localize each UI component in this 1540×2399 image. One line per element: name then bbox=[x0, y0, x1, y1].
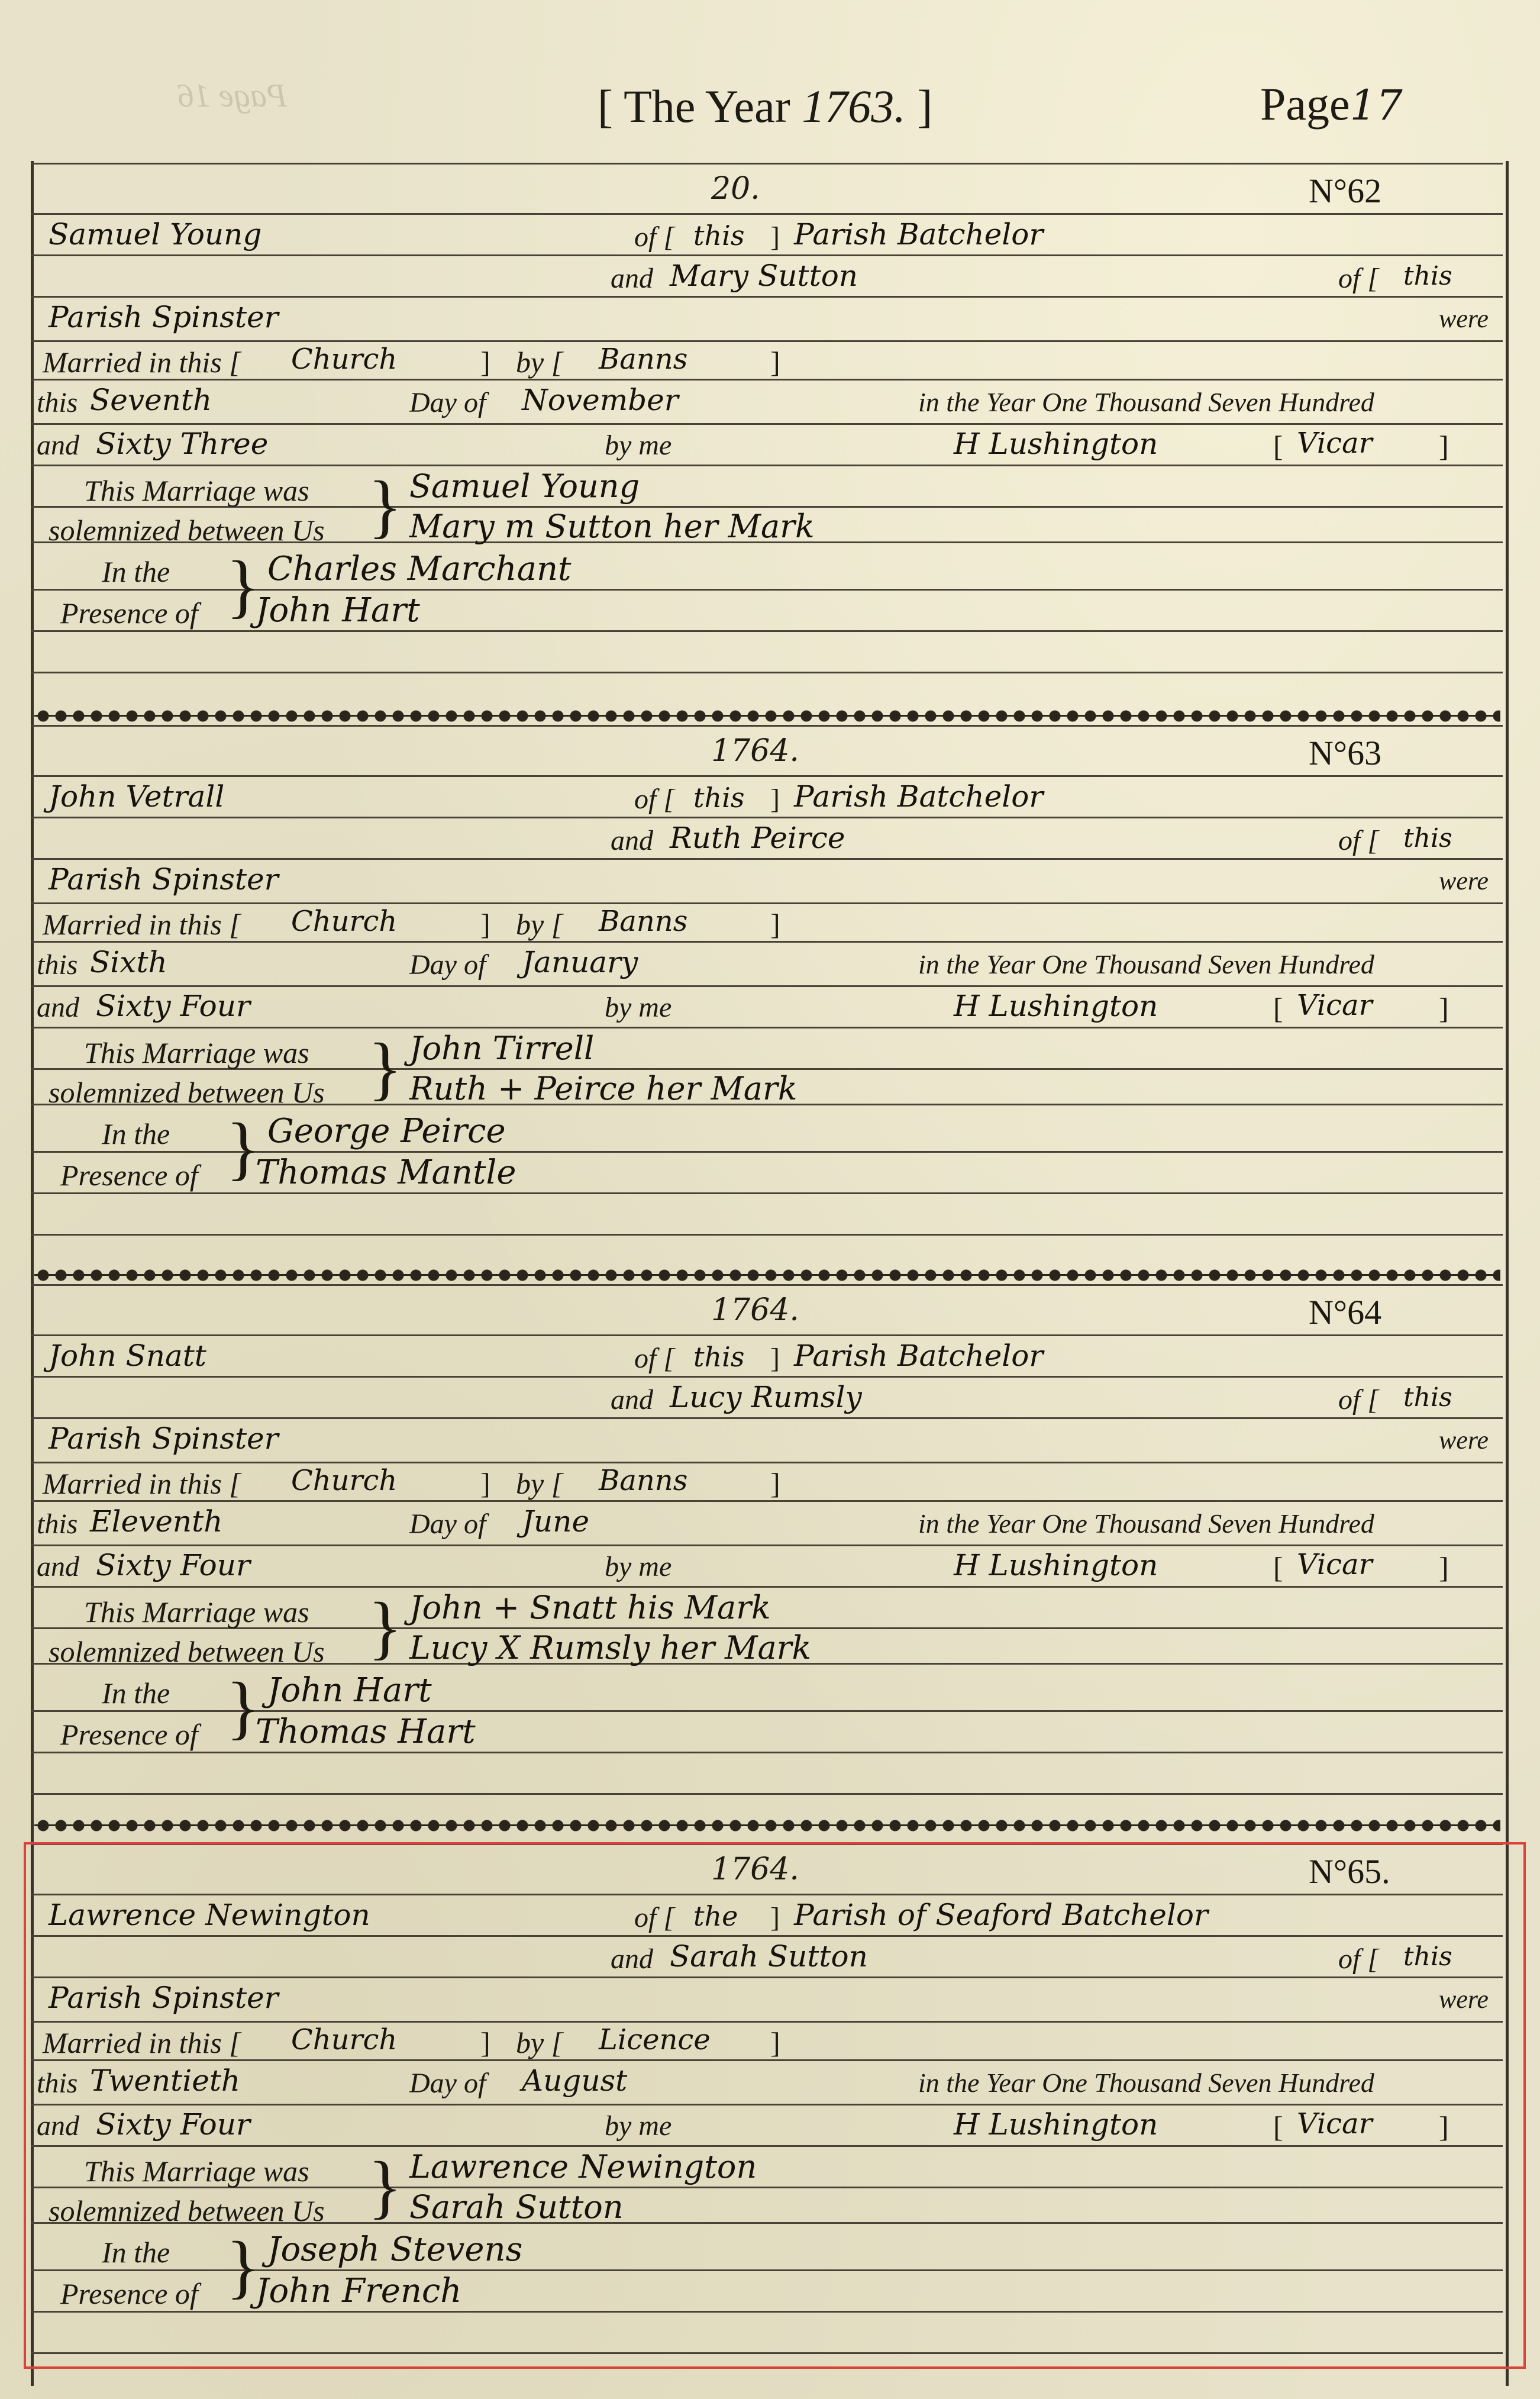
witness-2: Thomas Hart bbox=[256, 1713, 476, 1751]
were-label: were bbox=[1439, 1985, 1489, 2014]
banns-or-licence: Banns bbox=[599, 905, 688, 938]
year-text: in the Year One Thousand Seven Hundred bbox=[918, 1508, 1374, 1539]
were-label: were bbox=[1439, 304, 1489, 333]
year-text: in the Year One Thousand Seven Hundred bbox=[918, 949, 1374, 979]
groom-parish: this bbox=[693, 220, 745, 251]
signature-bride: Lucy X Rumsly her Mark bbox=[409, 1629, 812, 1666]
ruled-line bbox=[31, 1334, 1503, 1336]
entry-number: N°63 bbox=[1309, 734, 1382, 772]
ruled-line bbox=[31, 1234, 1503, 1236]
bride-status: Parish Spinster bbox=[49, 1421, 279, 1456]
ruled-line bbox=[31, 817, 1503, 818]
officiant: H Lushington bbox=[954, 427, 1158, 461]
bracket-close: ] bbox=[770, 908, 780, 941]
this-label: this bbox=[37, 2068, 78, 2099]
ruled-line bbox=[31, 296, 1503, 298]
this-label: this bbox=[37, 1508, 78, 1540]
marriage-label-2: solemnized between Us bbox=[49, 1076, 325, 1109]
bracket-close: ] bbox=[1439, 1551, 1449, 1584]
bride-parish: this bbox=[1403, 261, 1452, 291]
witness-2: John French bbox=[256, 2272, 462, 2310]
marriage-label-2: solemnized between Us bbox=[49, 2194, 325, 2227]
ruled-line bbox=[31, 725, 1503, 727]
witness-1: Charles Marchant bbox=[267, 550, 572, 588]
month: January bbox=[522, 945, 638, 979]
marriage-label-2: solemnized between Us bbox=[49, 514, 325, 547]
entry-year-note: 20. bbox=[711, 171, 760, 207]
bracket-close: ] bbox=[770, 2026, 780, 2059]
marriage-label-1: This Marriage was bbox=[84, 1036, 309, 1069]
year-prefix: [ The Year bbox=[598, 80, 790, 132]
presence-label-1: In the bbox=[102, 555, 170, 588]
married-in-label: Married in this [ bbox=[43, 2026, 241, 2059]
brace: } bbox=[368, 2147, 402, 2226]
ruled-line bbox=[31, 1284, 1503, 1286]
ruled-line bbox=[31, 941, 1503, 943]
marriage-label-2: solemnized between Us bbox=[49, 1635, 325, 1668]
bride-parish: this bbox=[1403, 1382, 1452, 1413]
ruled-line bbox=[31, 1752, 1503, 1753]
ruled-line bbox=[31, 775, 1503, 777]
groom-name: John Vetrall bbox=[49, 779, 225, 814]
marriage-label-1: This Marriage was bbox=[84, 2155, 309, 2188]
ruled-line bbox=[31, 213, 1503, 215]
married-in-label: Married in this [ bbox=[43, 1467, 241, 1500]
groom-name: John Snatt bbox=[49, 1339, 206, 1373]
this-label: this bbox=[37, 949, 78, 981]
ruled-line bbox=[31, 1192, 1503, 1194]
signature-bride: Sarah Sutton bbox=[409, 2188, 624, 2226]
bracket-open: [ bbox=[1273, 2110, 1283, 2143]
highlight-box bbox=[24, 1842, 1526, 2369]
of-right-label: of [ bbox=[1338, 263, 1379, 294]
groom-status: Parish Batchelor bbox=[794, 1339, 1044, 1373]
month: November bbox=[522, 383, 679, 417]
presence-label-2: Presence of bbox=[60, 1159, 198, 1192]
officiant-title: Vicar bbox=[1297, 427, 1373, 460]
groom-parish: this bbox=[693, 1341, 745, 1373]
bracket-close: ] bbox=[770, 1343, 780, 1374]
brace: } bbox=[368, 1588, 402, 1666]
ruled-line bbox=[31, 1500, 1503, 1502]
entry-year-note: 1764. bbox=[711, 733, 799, 769]
married-in-label: Married in this [ bbox=[43, 346, 241, 379]
ruled-line bbox=[31, 340, 1503, 342]
year-text: in the Year One Thousand Seven Hundred bbox=[918, 2068, 1374, 2098]
year-text: in the Year One Thousand Seven Hundred bbox=[918, 387, 1374, 417]
ruled-line bbox=[31, 379, 1503, 381]
bracket-open: [ bbox=[1273, 992, 1283, 1025]
year-words: Sixty Four bbox=[96, 1548, 250, 1582]
page-year-heading bbox=[598, 80, 932, 133]
presence-label-2: Presence of bbox=[60, 596, 198, 630]
by-label: by [ bbox=[516, 1467, 563, 1500]
bracket-close: ] bbox=[480, 346, 490, 379]
bride-parish: this bbox=[1403, 1942, 1452, 1972]
ruled-line bbox=[31, 423, 1503, 425]
brace: } bbox=[226, 1668, 260, 1746]
witness-1: George Peirce bbox=[267, 1112, 506, 1150]
were-label: were bbox=[1439, 1426, 1489, 1455]
groom-status: Parish of Seaford Batchelor bbox=[794, 1898, 1208, 1932]
bride-name: Mary Sutton bbox=[670, 259, 858, 293]
brace: } bbox=[226, 546, 260, 625]
this-label: this bbox=[37, 387, 78, 418]
of-right-label: of [ bbox=[1338, 1384, 1379, 1415]
groom-parish: the bbox=[693, 1900, 738, 1932]
ruled-line bbox=[31, 465, 1503, 466]
presence-label-2: Presence of bbox=[60, 2277, 198, 2310]
married-in-label: Married in this [ bbox=[43, 908, 241, 941]
ruled-line bbox=[31, 902, 1503, 904]
presence-label-2: Presence of bbox=[60, 1718, 198, 1751]
banns-or-licence: Licence bbox=[599, 2023, 711, 2056]
day-of-label: Day of bbox=[409, 2068, 486, 2099]
signature-bride: Mary m Sutton her Mark bbox=[409, 508, 815, 545]
ruled-line bbox=[31, 1462, 1503, 1463]
marriage-entry bbox=[31, 725, 1503, 1275]
officiant: H Lushington bbox=[954, 2107, 1158, 2142]
ruled-line bbox=[31, 858, 1503, 860]
ruled-line bbox=[31, 1586, 1503, 1588]
of-right-label: of [ bbox=[1338, 825, 1379, 856]
day-of-label: Day of bbox=[409, 387, 486, 418]
year-value: 1763. bbox=[802, 80, 906, 132]
marriage-entry bbox=[31, 1284, 1503, 1834]
of-label: of [ bbox=[634, 1902, 675, 1933]
groom-status: Parish Batchelor bbox=[794, 779, 1044, 814]
day-of-label: Day of bbox=[409, 1508, 486, 1540]
place: Church bbox=[291, 1464, 398, 1497]
of-label: of [ bbox=[634, 1343, 675, 1374]
ruled-line bbox=[31, 630, 1503, 632]
by-me-label: by me bbox=[605, 2110, 672, 2142]
place: Church bbox=[291, 343, 398, 376]
bride-status: Parish Spinster bbox=[49, 862, 279, 897]
entry-year-note: 1764. bbox=[711, 1852, 799, 1887]
day: Sixth bbox=[90, 945, 167, 979]
bride-status: Parish Spinster bbox=[49, 1981, 279, 2015]
and-label: and bbox=[611, 263, 653, 294]
signature-groom: John + Snatt his Mark bbox=[409, 1589, 771, 1626]
year-words: Sixty Four bbox=[96, 989, 250, 1023]
place: Church bbox=[291, 905, 398, 938]
presence-label-1: In the bbox=[102, 1117, 170, 1150]
bracket-close: ] bbox=[1439, 992, 1449, 1025]
month: June bbox=[522, 1504, 590, 1539]
were-label: were bbox=[1439, 866, 1489, 895]
by-me-label: by me bbox=[605, 1551, 672, 1582]
signature-groom: Samuel Young bbox=[409, 467, 640, 505]
ruled-line bbox=[31, 1544, 1503, 1546]
bride-name: Ruth Peirce bbox=[670, 821, 845, 855]
day: Twentieth bbox=[90, 2063, 241, 2098]
and-label-2: and bbox=[37, 430, 79, 461]
bracket-close: ] bbox=[1439, 2110, 1449, 2143]
brace: } bbox=[226, 1108, 260, 1187]
page-label: Page bbox=[1260, 78, 1350, 130]
bracket-close: ] bbox=[480, 2026, 490, 2059]
page-number bbox=[1260, 78, 1403, 131]
officiant: H Lushington bbox=[954, 989, 1158, 1023]
of-right-label: of [ bbox=[1338, 1943, 1379, 1975]
and-label: and bbox=[611, 1384, 653, 1415]
of-label: of [ bbox=[634, 783, 675, 815]
by-label: by [ bbox=[516, 346, 563, 379]
by-me-label: by me bbox=[605, 992, 672, 1023]
ruled-line bbox=[31, 1376, 1503, 1378]
place: Church bbox=[291, 2023, 398, 2056]
ruled-line bbox=[31, 254, 1503, 256]
brace: } bbox=[368, 466, 402, 545]
bracket-close: ] bbox=[770, 1467, 780, 1500]
presence-label-1: In the bbox=[102, 2236, 170, 2269]
bracket-close: ] bbox=[480, 1467, 490, 1500]
groom-status: Parish Batchelor bbox=[794, 217, 1044, 251]
officiant: H Lushington bbox=[954, 1548, 1158, 1582]
officiant-title: Vicar bbox=[1297, 1548, 1373, 1581]
by-label: by [ bbox=[516, 908, 563, 941]
officiant-title: Vicar bbox=[1297, 989, 1373, 1022]
entry-number: N°65. bbox=[1309, 1852, 1390, 1891]
ruled-line bbox=[31, 1793, 1503, 1795]
day-of-label: Day of bbox=[409, 949, 486, 981]
signature-groom: John Tirrell bbox=[409, 1030, 595, 1067]
bracket-open: [ bbox=[1273, 1551, 1283, 1584]
bracket-close: ] bbox=[770, 1902, 780, 1933]
witness-1: Joseph Stevens bbox=[267, 2230, 523, 2269]
year-words: Sixty Four bbox=[96, 2107, 250, 2142]
year-words: Sixty Three bbox=[96, 427, 269, 461]
bracket-open: [ bbox=[1273, 430, 1283, 463]
entry-number: N°64 bbox=[1309, 1293, 1382, 1331]
groom-parish: this bbox=[693, 782, 745, 814]
bracket-close: ] bbox=[1439, 430, 1449, 463]
bracket-close: ] bbox=[770, 346, 780, 379]
by-label: by [ bbox=[516, 2026, 563, 2059]
brace: } bbox=[226, 2227, 260, 2306]
and-label: and bbox=[611, 825, 653, 856]
presence-label-1: In the bbox=[102, 1676, 170, 1710]
witness-1: John Hart bbox=[267, 1671, 432, 1710]
ruled-line bbox=[31, 985, 1503, 987]
ruled-line bbox=[31, 163, 1503, 165]
signature-groom: Lawrence Newington bbox=[409, 2148, 757, 2185]
page-number-value: 17 bbox=[1349, 81, 1403, 130]
bracket-close: ] bbox=[770, 221, 780, 253]
witness-2: Thomas Mantle bbox=[256, 1153, 516, 1192]
ruled-line bbox=[31, 1027, 1503, 1028]
ruled-line bbox=[31, 1417, 1503, 1419]
bride-parish: this bbox=[1403, 823, 1452, 853]
marriage-label-1: This Marriage was bbox=[84, 474, 309, 507]
month: August bbox=[522, 2063, 628, 2098]
officiant-title: Vicar bbox=[1297, 2107, 1373, 2140]
bracket-close: ] bbox=[770, 783, 780, 815]
entry-number: N°62 bbox=[1309, 172, 1382, 210]
bracket-close: ] bbox=[480, 908, 490, 941]
signature-bride: Ruth + Peirce her Mark bbox=[409, 1070, 798, 1107]
of-label: of [ bbox=[634, 221, 675, 253]
and-label-2: and bbox=[37, 1551, 79, 1582]
banns-or-licence: Banns bbox=[599, 343, 688, 376]
and-label-2: and bbox=[37, 992, 79, 1023]
ruled-line bbox=[31, 672, 1503, 673]
reverse-page-bleed: Page 16 bbox=[177, 78, 288, 114]
brace: } bbox=[368, 1028, 402, 1107]
day: Eleventh bbox=[90, 1504, 223, 1539]
by-me-label: by me bbox=[605, 430, 672, 461]
and-label-2: and bbox=[37, 2110, 79, 2142]
marriage-entry bbox=[31, 163, 1503, 713]
and-label: and bbox=[611, 1943, 653, 1975]
entry-year-note: 1764. bbox=[711, 1292, 799, 1328]
groom-name: Lawrence Newington bbox=[49, 1898, 370, 1932]
bride-name: Lucy Rumsly bbox=[670, 1380, 862, 1414]
groom-name: Samuel Young bbox=[49, 217, 262, 251]
bride-status: Parish Spinster bbox=[49, 300, 279, 334]
day: Seventh bbox=[90, 383, 212, 417]
bride-name: Sarah Sutton bbox=[670, 1939, 868, 1974]
marriage-label-1: This Marriage was bbox=[84, 1595, 309, 1629]
year-suffix: ] bbox=[917, 80, 933, 132]
witness-2: John Hart bbox=[256, 591, 420, 630]
page-header bbox=[0, 74, 1540, 145]
banns-or-licence: Banns bbox=[599, 1464, 688, 1497]
